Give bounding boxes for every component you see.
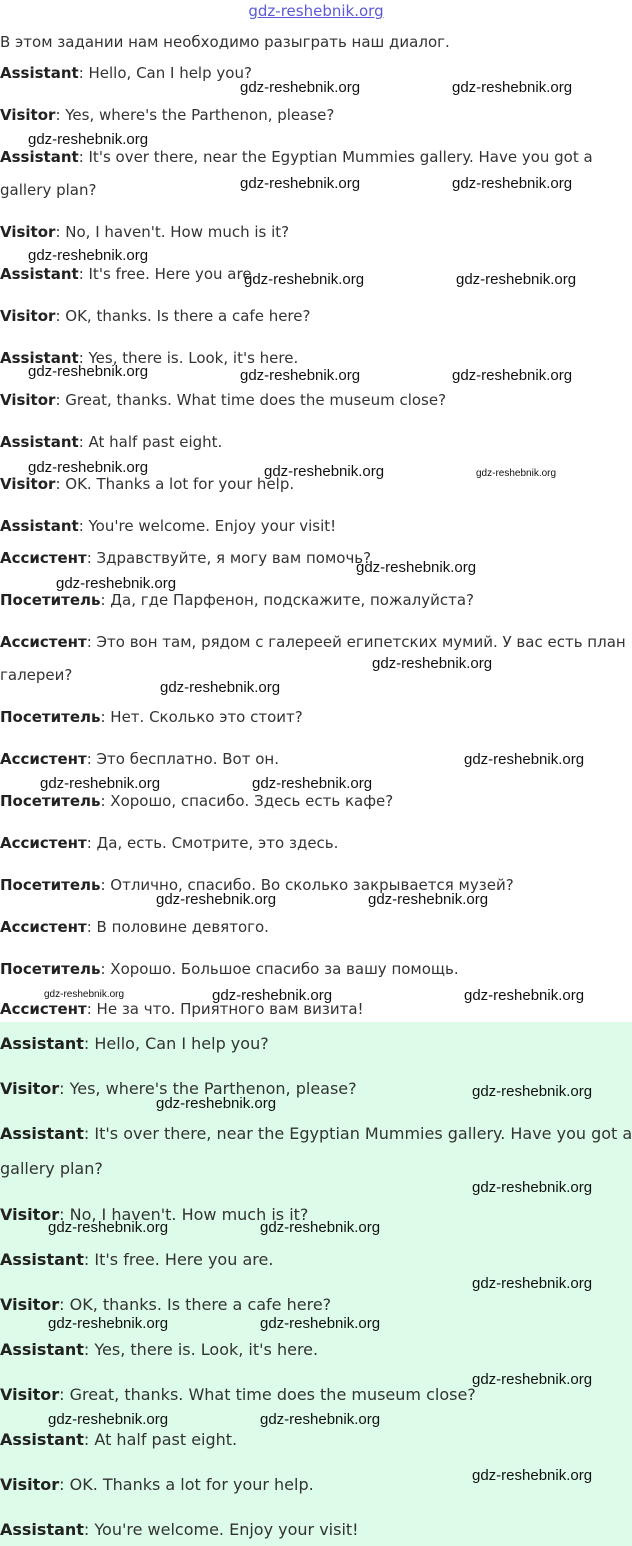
utterance: : Yes, there is. Look, it's here.	[83, 1340, 319, 1359]
utterance: : It's free. Here you are.	[78, 265, 257, 283]
watermark: gdz-reshebnik.org	[48, 1315, 169, 1332]
dialogue-line	[0, 591, 474, 609]
watermark: gdz-reshebnik.org	[452, 175, 573, 192]
watermark: gdz-reshebnik.org	[372, 655, 493, 672]
utterance: : Отлично, спасибо. Во сколько закрывается музей?	[100, 876, 514, 894]
panel-dialogue-line	[0, 1340, 318, 1359]
speaker: Assistant	[0, 64, 79, 82]
dialogue-line	[0, 64, 252, 82]
speaker: Ассистент	[0, 918, 87, 936]
dialogue-line	[0, 750, 279, 768]
watermark: gdz-reshebnik.org	[368, 891, 489, 908]
watermark: gdz-reshebnik.org	[464, 751, 585, 768]
utterance: : You're welcome. Enjoy your visit!	[78, 517, 337, 535]
utterance: : OK. Thanks a lot for your help.	[55, 475, 295, 493]
utterance: : Hello, Can I help you?	[78, 64, 252, 82]
speaker: Assistant	[0, 1250, 84, 1269]
utterance: : At half past eight.	[78, 433, 223, 451]
watermark: gdz-reshebnik.org	[240, 367, 361, 384]
dialogue-line	[0, 708, 303, 726]
speaker: Visitor	[0, 106, 56, 124]
dialogue-line	[0, 265, 256, 283]
dialogue-line	[0, 960, 459, 978]
watermark: gdz-reshebnik.org	[260, 1219, 381, 1236]
utterance: : Здравствуйте, я могу вам помочь?	[86, 549, 372, 567]
watermark: gdz-reshebnik.org	[260, 1315, 381, 1332]
speaker: Assistant	[0, 517, 79, 535]
panel-dialogue-line	[0, 1250, 273, 1269]
speaker: Visitor	[0, 475, 56, 493]
watermark: gdz-reshebnik.org	[452, 367, 573, 384]
speaker: Посетитель	[0, 792, 101, 810]
panel-dialogue-line	[0, 1430, 237, 1449]
speaker: Visitor	[0, 307, 56, 325]
dialogue-line	[0, 106, 334, 124]
dialogue-line	[0, 792, 393, 810]
panel-dialogue-line	[0, 1520, 359, 1539]
utterance: : You're welcome. Enjoy your visit!	[83, 1520, 359, 1539]
watermark: gdz-reshebnik.org	[240, 79, 361, 96]
utterance: : Yes, there is. Look, it's here.	[78, 349, 299, 367]
watermark: gdz-reshebnik.org	[44, 989, 125, 1000]
watermark: gdz-reshebnik.org	[464, 987, 585, 1004]
utterance: : Yes, where's the Parthenon, please?	[55, 106, 335, 124]
panel-dialogue-line	[0, 1124, 632, 1143]
watermark: gdz-reshebnik.org	[264, 463, 385, 480]
utterance: : Это вон там, рядом с галереей египетских мумий. У вас есть план	[86, 633, 626, 651]
watermark: gdz-reshebnik.org	[28, 363, 149, 380]
utterance: : Great, thanks. What time does the museum close?	[55, 391, 447, 409]
speaker: Ассистент	[0, 1000, 87, 1018]
watermark: gdz-reshebnik.org	[40, 775, 161, 792]
dialogue-line	[0, 223, 289, 241]
watermark: gdz-reshebnik.org	[212, 987, 333, 1004]
speaker: Visitor	[0, 391, 56, 409]
utterance: : Это бесплатно. Вот он.	[86, 750, 279, 768]
site-title-link[interactable]: gdz-reshebnik.org	[248, 2, 384, 20]
watermark: gdz-reshebnik.org	[156, 891, 277, 908]
watermark: gdz-reshebnik.org	[452, 79, 573, 96]
dialogue-line	[0, 391, 446, 409]
watermark: gdz-reshebnik.org	[260, 1411, 381, 1428]
speaker: Visitor	[0, 1385, 60, 1404]
speaker: Ассистент	[0, 549, 87, 567]
speaker: Assistant	[0, 1124, 84, 1143]
watermark: gdz-reshebnik.org	[476, 468, 557, 479]
watermark: gdz-reshebnik.org	[240, 175, 361, 192]
utterance: : No, I haven't. How much is it?	[59, 1205, 309, 1224]
speaker: Assistant	[0, 349, 79, 367]
intro-text: В этом задании нам необходимо разыграть наш диалог.	[0, 33, 450, 51]
dialogue-line	[0, 517, 336, 535]
dialogue-line	[0, 633, 626, 651]
utterance: : OK, thanks. Is there a cafe here?	[59, 1295, 332, 1314]
speaker: Посетитель	[0, 960, 101, 978]
dialogue-line	[0, 834, 338, 852]
watermark: gdz-reshebnik.org	[472, 1179, 593, 1196]
utterance: : Нет. Сколько это стоит?	[100, 708, 303, 726]
panel-dialogue-line	[0, 1159, 103, 1178]
watermark: gdz-reshebnik.org	[56, 575, 177, 592]
panel-dialogue-line	[0, 1475, 314, 1494]
utterance: gallery plan?	[0, 1159, 103, 1178]
speaker: Посетитель	[0, 591, 101, 609]
utterance: : В половине девятого.	[86, 918, 269, 936]
utterance: : OK. Thanks a lot for your help.	[59, 1475, 314, 1494]
utterance: gallery plan?	[0, 181, 97, 199]
speaker: Visitor	[0, 223, 56, 241]
speaker: Посетитель	[0, 876, 101, 894]
dialogue-line	[0, 433, 222, 451]
utterance: : Yes, where's the Parthenon, please?	[59, 1079, 357, 1098]
watermark: gdz-reshebnik.org	[156, 1095, 277, 1112]
panel-dialogue-line	[0, 1385, 476, 1404]
utterance: : Хорошо. Большое спасибо за вашу помощь.	[100, 960, 459, 978]
utterance: : It's over there, near the Egyptian Mummies gallery. Have you got a	[78, 148, 593, 166]
watermark: gdz-reshebnik.org	[472, 1371, 593, 1388]
speaker: Ассистент	[0, 750, 87, 768]
watermark: gdz-reshebnik.org	[160, 679, 281, 696]
utterance: : At half past eight.	[83, 1430, 238, 1449]
speaker: Visitor	[0, 1475, 60, 1494]
watermark: gdz-reshebnik.org	[252, 775, 373, 792]
watermark: gdz-reshebnik.org	[472, 1083, 593, 1100]
speaker: Посетитель	[0, 708, 101, 726]
utterance: : Да, где Парфенон, подскажите, пожалуйста?	[100, 591, 475, 609]
utterance: : Great, thanks. What time does the museum close?	[59, 1385, 476, 1404]
panel-dialogue-line	[0, 1034, 269, 1053]
speaker: Assistant	[0, 433, 79, 451]
speaker: Assistant	[0, 1034, 84, 1053]
speaker: Assistant	[0, 265, 79, 283]
speaker: Assistant	[0, 148, 79, 166]
dialogue-line	[0, 475, 294, 493]
dialogue-line	[0, 181, 96, 199]
utterance: : Хорошо, спасибо. Здесь есть кафе?	[100, 792, 394, 810]
dialogue-line	[0, 148, 593, 166]
dialogue-line	[0, 307, 310, 325]
utterance: : No, I haven't. How much is it?	[55, 223, 290, 241]
panel-dialogue-line	[0, 1295, 331, 1314]
watermark: gdz-reshebnik.org	[28, 459, 149, 476]
watermark: gdz-reshebnik.org	[472, 1275, 593, 1292]
watermark: gdz-reshebnik.org	[28, 131, 149, 148]
utterance: : It's free. Here you are.	[83, 1250, 274, 1269]
utterance: : It's over there, near the Egyptian Mummies gallery. Have you got a	[83, 1124, 632, 1143]
speaker: Assistant	[0, 1520, 84, 1539]
speaker: Visitor	[0, 1205, 60, 1224]
utterance: : OK, thanks. Is there a cafe here?	[55, 307, 311, 325]
utterance: галереи?	[0, 666, 73, 684]
speaker: Assistant	[0, 1430, 84, 1449]
speaker: Assistant	[0, 1340, 84, 1359]
watermark: gdz-reshebnik.org	[28, 247, 149, 264]
utterance: : Да, есть. Смотрите, это здесь.	[86, 834, 339, 852]
utterance: : Не за что. Приятного вам визита!	[86, 1000, 364, 1018]
speaker: Ассистент	[0, 834, 87, 852]
speaker: Visitor	[0, 1079, 60, 1098]
watermark: gdz-reshebnik.org	[48, 1411, 169, 1428]
dialogue-line	[0, 549, 371, 567]
watermark: gdz-reshebnik.org	[48, 1219, 169, 1236]
watermark: gdz-reshebnik.org	[244, 271, 365, 288]
watermark: gdz-reshebnik.org	[356, 559, 477, 576]
watermark: gdz-reshebnik.org	[472, 1467, 593, 1484]
speaker: Ассистент	[0, 633, 87, 651]
dialogue-line	[0, 666, 72, 684]
speaker: Visitor	[0, 1295, 60, 1314]
dialogue-line	[0, 918, 269, 936]
utterance: : Hello, Can I help you?	[83, 1034, 269, 1053]
watermark: gdz-reshebnik.org	[456, 271, 577, 288]
